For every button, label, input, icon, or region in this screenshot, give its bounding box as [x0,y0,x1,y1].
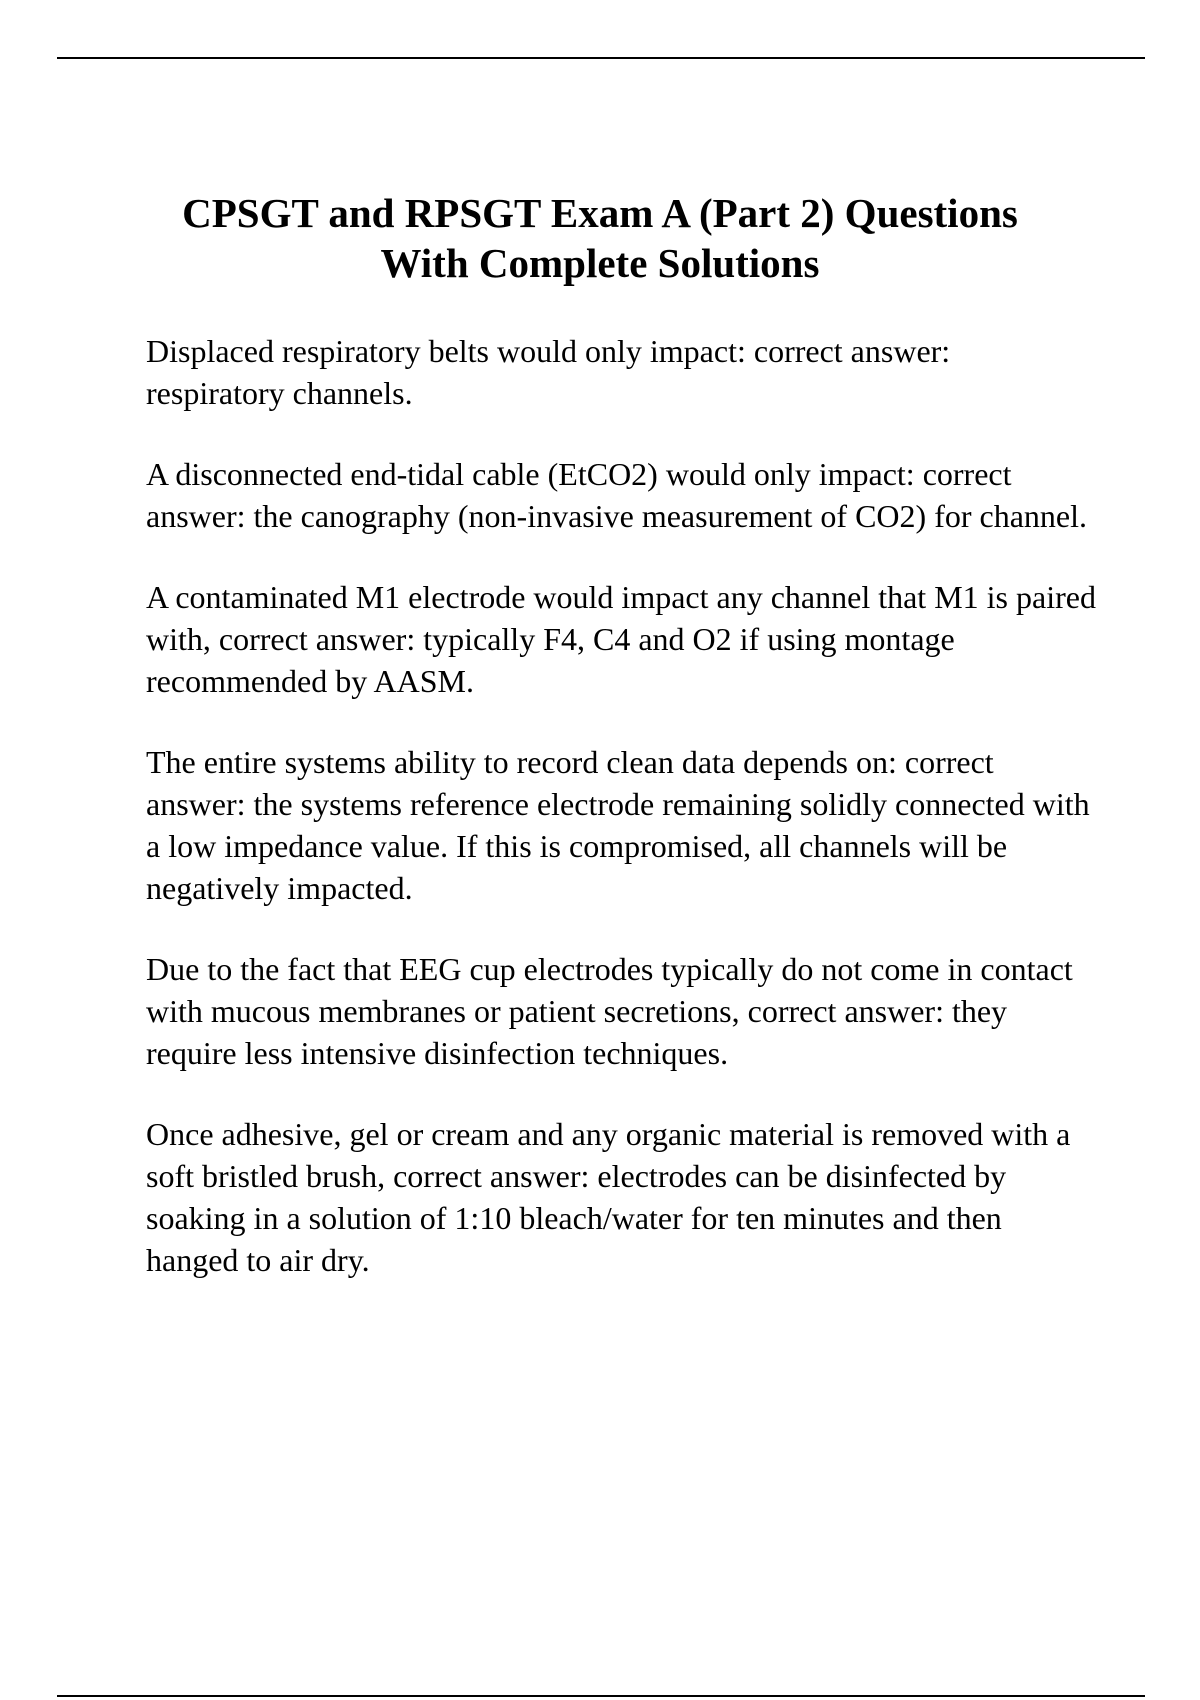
document-title [100,188,1100,288]
qa-item-3: A contaminated M1 electrode would impact any channel that M1 is paired with, correct answer: typically F4, C4 and O2 if using montage recommended by AASM. [146,579,1096,699]
qa-item-1: Displaced respiratory belts would only impact: correct answer: respiratory channels. [146,333,951,411]
header-rule [57,57,1145,59]
title-line-1: CPSGT and RPSGT Exam A (Part 2) Questions [182,190,1018,236]
footer-rule [57,1695,1145,1697]
qa-item-6: Once adhesive, gel or cream and any organic material is removed with a soft bristled brush, correct answer: electrodes can be disinfected by soaking in a solution of 1:10 bleach/water for ten minutes and then hanged to air dry. [146,1116,1071,1278]
qa-item-4: The entire systems ability to record clean data depends on: correct answer: the systems reference electrode remaining solidly connected with a low impedance value. If this is compromised, all channels will be negatively impacted. [146,744,1090,906]
title-line-2: With Complete Solutions [380,240,820,286]
qa-list [146,330,1096,1320]
qa-item-2: A disconnected end-tidal cable (EtCO2) would only impact: correct answer: the canography (non-invasive measurement of CO2) for channel. [146,456,1087,534]
qa-item-5: Due to the fact that EEG cup electrodes typically do not come in contact with mucous membranes or patient secretions, correct answer: they require less intensive disinfection techniques. [146,951,1073,1071]
